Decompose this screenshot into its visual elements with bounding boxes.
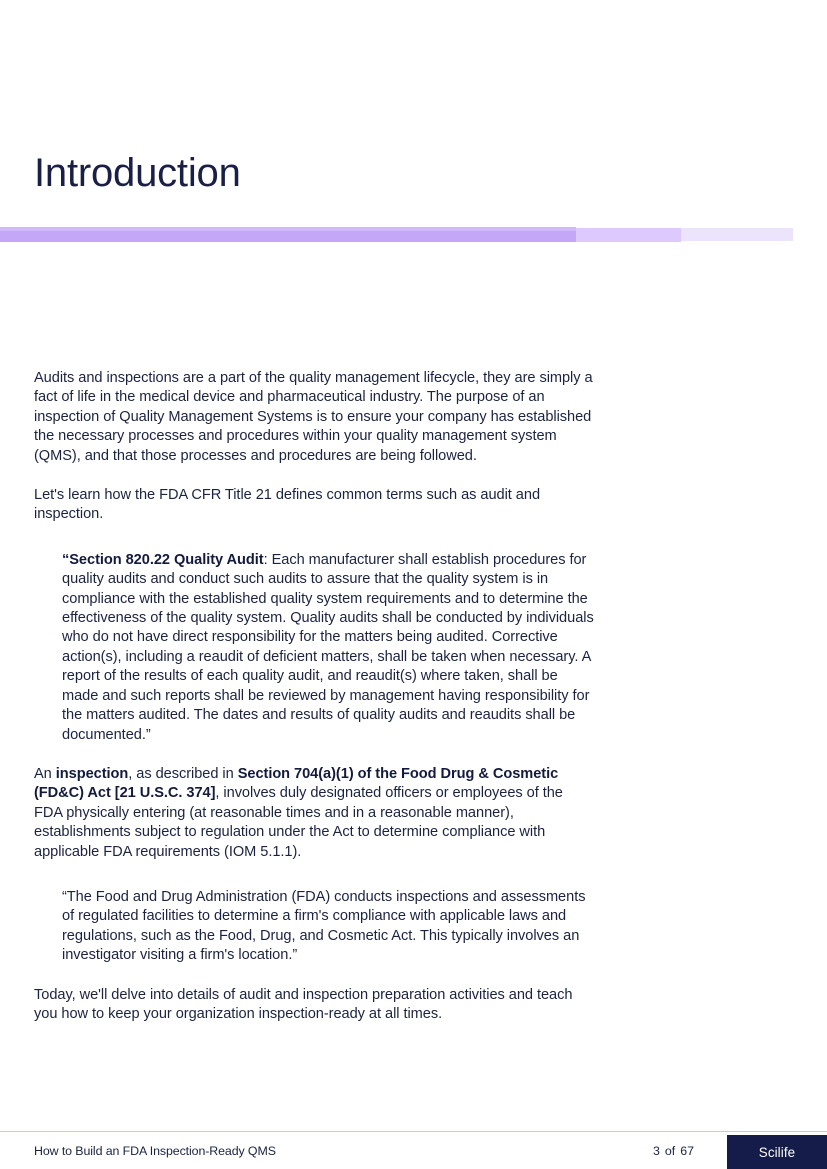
gradient-divider-segment-2	[576, 228, 681, 242]
body-content	[34, 369, 594, 1024]
page-title: Introduction	[34, 151, 241, 195]
footer-divider	[0, 1131, 827, 1132]
blockquote-fda-inspections: “The Food and Drug Administration (FDA) conducts inspections and assessments of regulated facilities to determine a firm's compliance with applicable laws and regulations, such as the Food, Drug, and Cosmetic Act. This typically involves an investigator visiting a firm's location.”	[62, 888, 586, 964]
paragraph-inspection-seg-3: , involves duly designated officers or employees of the FDA physically entering (at reasonable times and in a reasonable manner), establishments subject to regulation under the Act to determine compliance with applicable FDA requirements (IOM 5.1.1).	[34, 785, 563, 860]
blockquote-section-820-22	[34, 551, 594, 745]
gradient-divider-highlight	[0, 227, 576, 231]
blockquote-open-quote: “	[62, 551, 70, 568]
footer-document-title: How to Build an FDA Inspection-Ready QMS	[34, 1144, 276, 1158]
paragraph-definitions-lead: Let's learn how the FDA CFR Title 21 defines common terms such as audit and inspection.	[34, 487, 541, 523]
paragraph-inspection-definition	[34, 765, 594, 862]
page-footer	[0, 1131, 827, 1169]
paragraph-inspection-seg-2: , as described in	[128, 765, 238, 782]
blockquote-bold-lead: Section 820.22 Quality Audit	[69, 551, 264, 568]
paragraph-closing: Today, we'll delve into details of audit and inspection preparation activities and teach you how to keep your organization inspection-ready at all times.	[34, 986, 573, 1022]
paragraph-inspection-bold-citation: Section 704(a)(1) of the Food Drug & Cosmetic (FD&C) Act [21 U.S.C. 374]	[34, 765, 559, 802]
footer-page-current: 3	[652, 1144, 660, 1158]
gradient-divider-segment-3	[681, 228, 793, 241]
paragraph-intro: Audits and inspections are a part of the quality management lifecycle, they are simply a fact of life in the medical device and pharmaceutical industry. The purpose of an inspection of Quality Management Systems is to ensure your company has established the necessary processes and procedures within your quality management system (QMS), and that those processes and procedures are being followed.	[34, 370, 593, 464]
paragraph-inspection-bold-term: inspection	[55, 765, 129, 782]
blockquote-body: : Each manufacturer shall establish procedures for quality audits and conduct such audits to assure that the quality system is in compliance with the established quality system requirements and to determine the effectiveness of the quality system. Quality audits shall be conducted by individuals who do not have direct responsibility for the matters being audited. Corrective action(s), including a reaudit of deficient matters, shall be taken when necessary. A report of the results of each quality audit, and reaudit(s) where taken, shall be made and such reports shall be reviewed by management having responsibility for the matters audited. The dates and results of quality audits and reaudits shall be documented.”	[62, 551, 594, 743]
brand-badge	[727, 1135, 827, 1169]
footer-page-separator: of	[664, 1144, 676, 1158]
footer-page-total: 67	[680, 1144, 694, 1158]
paragraph-inspection-seg-1: An	[34, 765, 56, 782]
brand-badge-label: Scilife	[758, 1144, 796, 1160]
footer-page-indicator	[653, 1144, 694, 1158]
gradient-divider	[0, 227, 827, 245]
